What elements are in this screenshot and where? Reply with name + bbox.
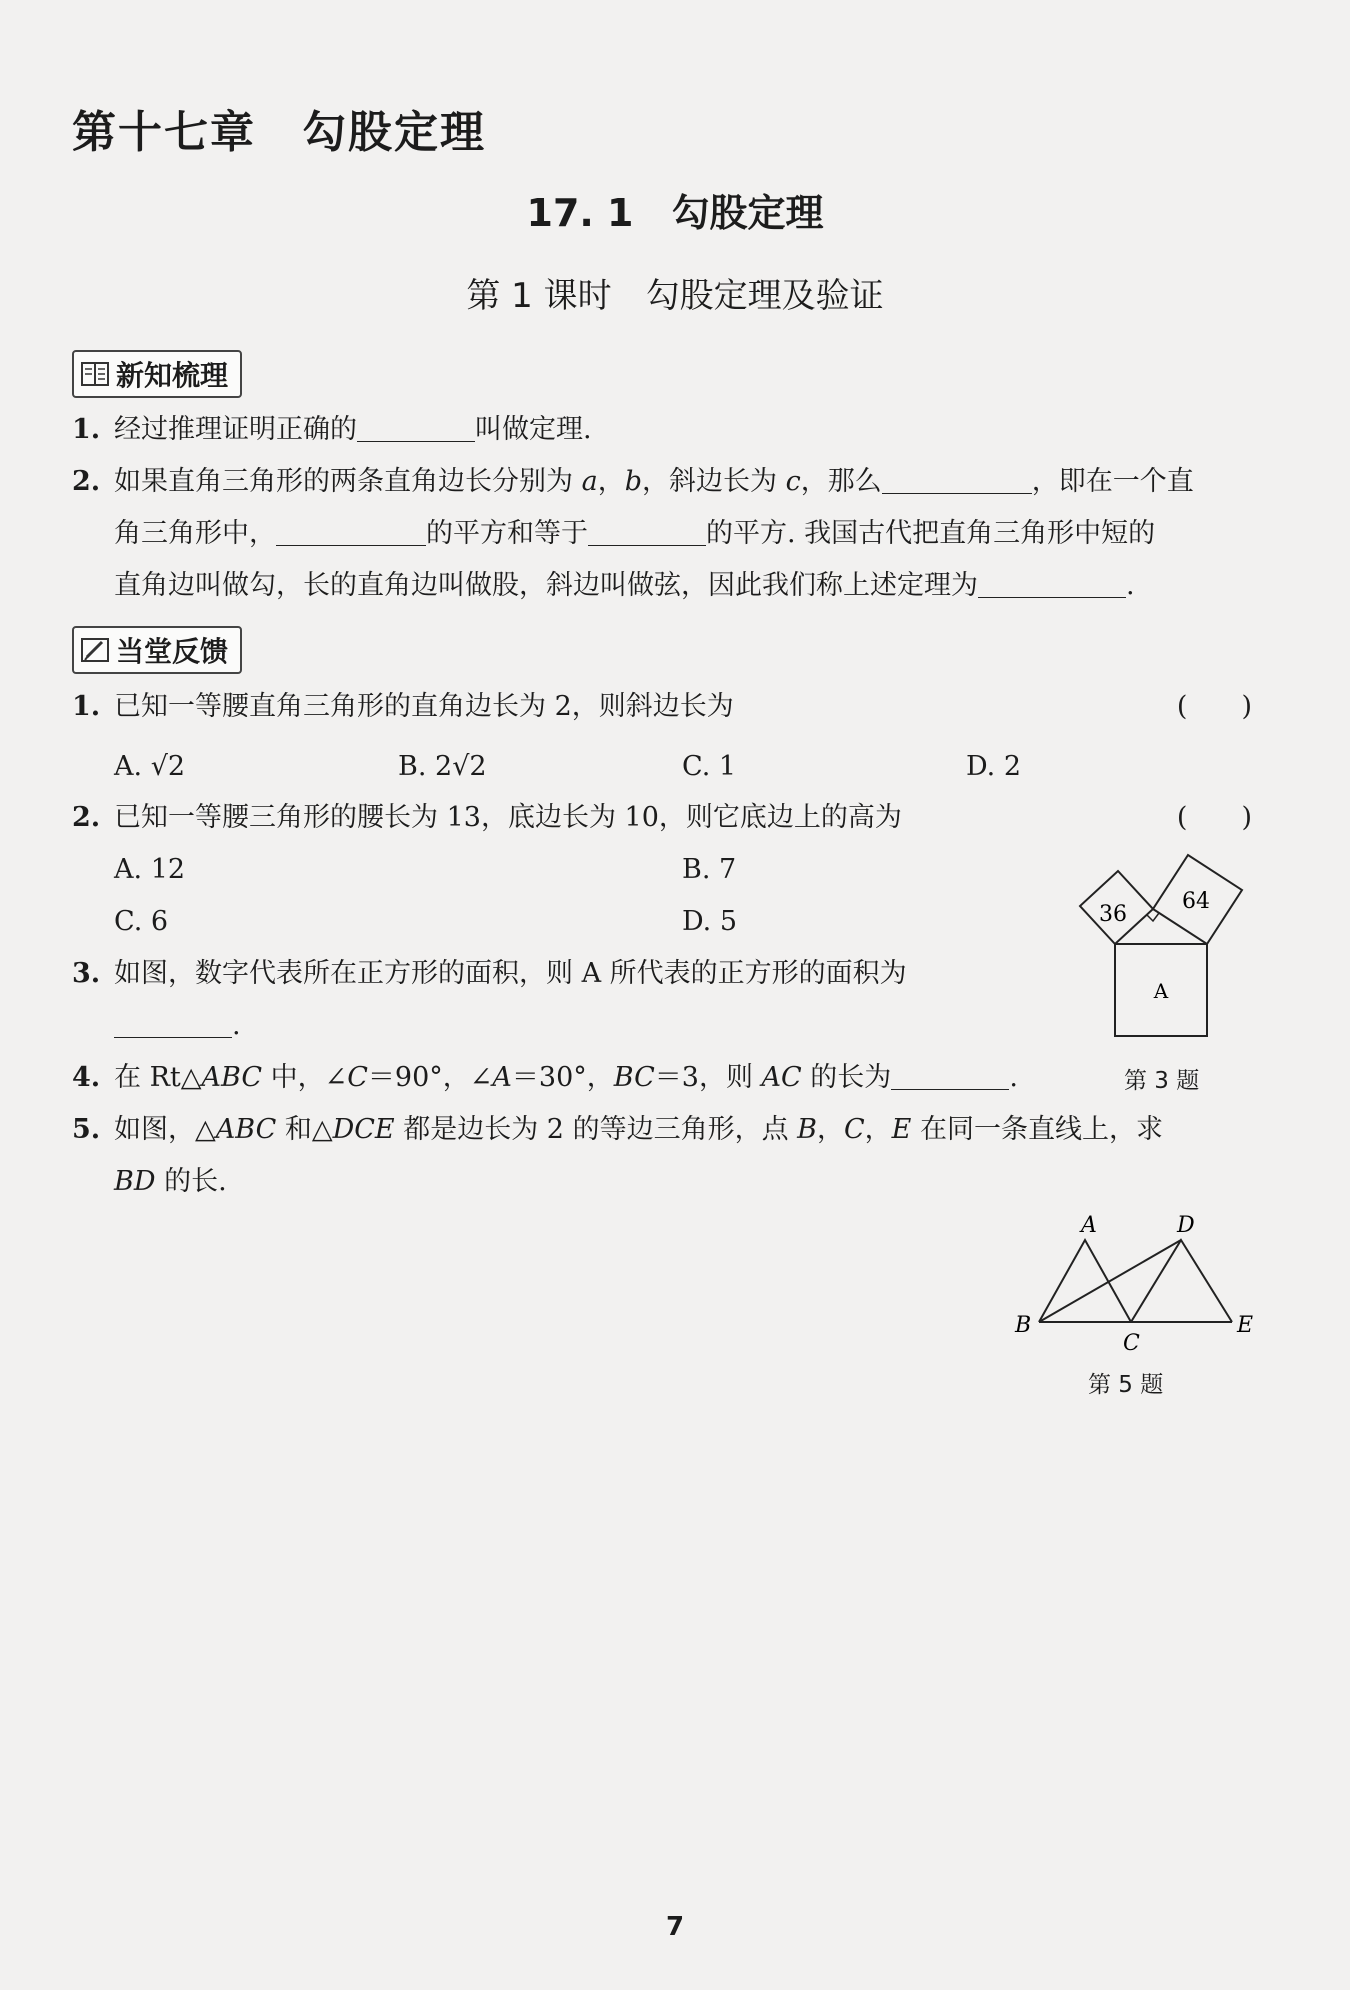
- book-icon: [80, 360, 110, 388]
- answer-blank[interactable]: [978, 567, 1126, 598]
- figure-5: [1005, 1210, 1265, 1364]
- option-a[interactable]: A. 12: [114, 854, 186, 885]
- option-c[interactable]: C. 1: [682, 751, 737, 782]
- lesson-title: 第 1 课时 勾股定理及验证: [466, 276, 884, 316]
- point-c-label: C: [1123, 1331, 1140, 1356]
- triangle-dce: [1131, 1240, 1232, 1322]
- question-number: 3.: [72, 958, 101, 989]
- question-number: 2.: [72, 466, 101, 497]
- question-number: 4.: [72, 1062, 101, 1093]
- section-label-text: 当堂反馈: [116, 635, 229, 668]
- figure-5-caption: 第 5 题: [1088, 1372, 1164, 1398]
- figure-3-caption: 第 3 题: [1124, 1068, 1200, 1094]
- question-s2-3: 3. 如图，数字代表所在正方形的面积，则 A 所代表的正方形的面积为 .: [72, 948, 1052, 1052]
- point-d-label: D: [1177, 1213, 1195, 1238]
- question-number: 2.: [72, 802, 101, 833]
- question-s1-2: [72, 456, 1252, 612]
- point-a-label: A: [1081, 1213, 1097, 1238]
- answer-blank[interactable]: [357, 411, 475, 442]
- option-a[interactable]: A. √2: [114, 751, 186, 782]
- question-s2-1: [72, 681, 1252, 733]
- question-text: 已知一等腰三角形的腰长为 13，底边长为 10，则它底边上的高为: [114, 802, 902, 833]
- question-line: 角三角形中， 的平方和等于 的平方. 我国古代把直角三角形中短的: [114, 508, 1252, 560]
- question-text: 经过推理证明正确的: [114, 414, 357, 445]
- question-line: 直角边叫做勾，长的直角边叫做股，斜边叫做弦，因此我们称上述定理为 .: [114, 560, 1252, 612]
- option-b[interactable]: B. 7: [682, 854, 737, 885]
- question-s1-1: [72, 404, 1252, 456]
- section-title: 17. 1 勾股定理: [526, 191, 824, 235]
- page-number: 7: [665, 1912, 685, 1942]
- question-s2-4: 4. 在 Rt△ABC 中，∠C＝90°，∠A＝30°，BC＝3，则 AC 的长为 .: [72, 1052, 1052, 1104]
- answer-blank[interactable]: [891, 1059, 1009, 1090]
- square-left-label: 36: [1099, 902, 1127, 927]
- answer-parentheses[interactable]: ( ): [1176, 691, 1252, 722]
- answer-blank[interactable]: [588, 515, 706, 546]
- section-label-feedback: [72, 626, 242, 674]
- question-line: 如果直角三角形的两条直角边长分别为 a，b，斜边长为 c，那么 ，即在一个直: [114, 456, 1252, 508]
- answer-blank[interactable]: [882, 463, 1032, 494]
- segment-bd: [1039, 1240, 1181, 1322]
- section-label-text: 新知梳理: [116, 359, 229, 392]
- question-number: 1.: [72, 414, 101, 445]
- chapter-title: 第十七章 勾股定理: [72, 107, 486, 158]
- question-number: 1.: [72, 691, 101, 722]
- point-b-label: B: [1015, 1313, 1032, 1338]
- triangle-abc: [1039, 1240, 1131, 1322]
- option-c[interactable]: C. 6: [114, 906, 169, 937]
- question-s2-5: 5. 如图，△ABC 和△DCE 都是边长为 2 的等边三角形，点 B，C，E 在同一条直线上，求 BD 的长.: [72, 1104, 1252, 1208]
- section-label-new-knowledge: [72, 350, 242, 398]
- square-bottom-label: A: [1153, 979, 1169, 1003]
- question-text: 叫做定理.: [475, 414, 592, 445]
- question-number: 5.: [72, 1114, 101, 1145]
- option-b[interactable]: B. 2√2: [398, 751, 487, 782]
- question-text: 已知一等腰直角三角形的直角边长为 2，则斜边长为: [114, 691, 734, 722]
- answer-blank[interactable]: [276, 515, 426, 546]
- pencil-icon: [80, 636, 110, 664]
- option-d[interactable]: D. 5: [682, 906, 738, 937]
- question-text: 如图，数字代表所在正方形的面积，则 A 所代表的正方形的面积为: [114, 958, 907, 989]
- point-e-label: E: [1237, 1313, 1254, 1338]
- answer-parentheses[interactable]: ( ): [1176, 802, 1252, 833]
- square-right-label: 64: [1182, 889, 1210, 914]
- question-s2-2: [72, 792, 1252, 844]
- figure-3: [1065, 850, 1265, 1064]
- option-d[interactable]: D. 2: [966, 751, 1022, 782]
- answer-blank[interactable]: [114, 1007, 232, 1038]
